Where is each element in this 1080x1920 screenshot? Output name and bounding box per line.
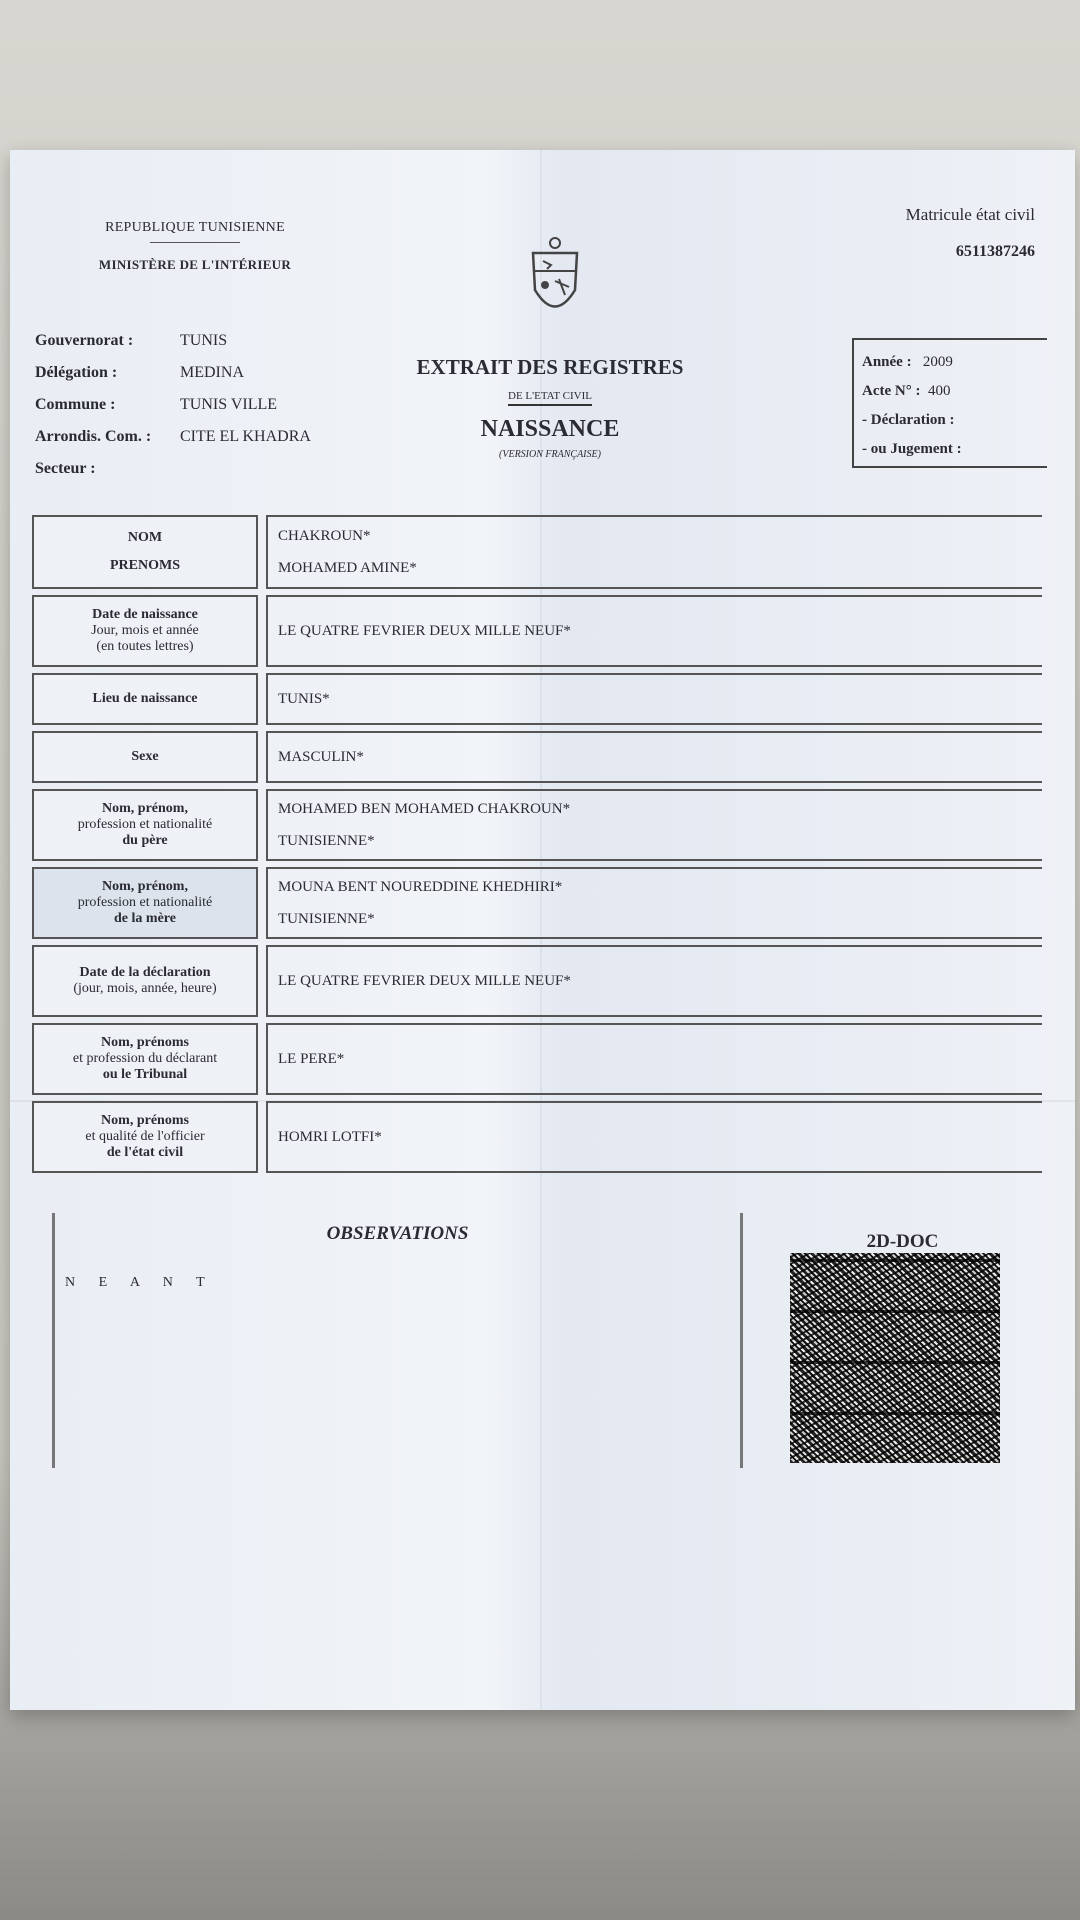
table-row bbox=[32, 945, 1042, 1017]
field-label bbox=[32, 945, 258, 1017]
table-row bbox=[32, 731, 1042, 783]
field-value-line: TUNIS* bbox=[278, 691, 330, 707]
gouvernorat-label: Gouvernorat : bbox=[35, 332, 134, 349]
2d-doc-box bbox=[770, 1213, 1035, 1468]
field-value-line: TUNISIENNE* bbox=[278, 911, 375, 927]
field-value-line: LE QUATRE FEVRIER DEUX MILLE NEUF* bbox=[278, 623, 571, 639]
field-label-line: Lieu de naissance bbox=[92, 691, 198, 706]
field-value bbox=[266, 867, 1042, 939]
declaration-label: - Déclaration : bbox=[862, 412, 955, 428]
certificate-fields-table bbox=[32, 515, 1042, 1179]
annee-value: 2009 bbox=[922, 354, 953, 370]
field-label bbox=[32, 731, 258, 783]
field-value-line: CHAKROUN* bbox=[278, 528, 371, 544]
field-label-line: Nom, prénoms bbox=[101, 1035, 189, 1050]
field-value bbox=[266, 1101, 1042, 1173]
field-label bbox=[32, 789, 258, 861]
table-row bbox=[32, 1023, 1042, 1095]
field-label-line: Nom, prénom, bbox=[102, 879, 188, 894]
table-row bbox=[32, 789, 1042, 861]
observations-value: N E A N T bbox=[65, 1275, 215, 1290]
field-label-line: Jour, mois et année bbox=[91, 623, 199, 638]
field-label-line: ou le Tribunal bbox=[102, 1067, 188, 1082]
field-value-line: MOHAMED AMINE* bbox=[278, 560, 417, 576]
field-value bbox=[266, 515, 1042, 589]
field-value bbox=[266, 673, 1042, 725]
delegation-label: Délégation : bbox=[35, 364, 118, 381]
2d-doc-barcode bbox=[790, 1253, 1000, 1463]
title-line3: NAISSANCE bbox=[480, 416, 620, 442]
field-label-line: du père bbox=[122, 833, 168, 848]
field-label-line: Sexe bbox=[131, 749, 159, 764]
document-title bbox=[400, 355, 700, 460]
field-label bbox=[32, 595, 258, 667]
matricule-value: 6511387246 bbox=[955, 243, 1035, 260]
acte-label: Acte N° : bbox=[862, 383, 921, 399]
table-row bbox=[32, 1101, 1042, 1173]
ministry-label: MINISTÈRE DE L'INTÉRIEUR bbox=[98, 257, 292, 272]
field-value-line: LE QUATRE FEVRIER DEUX MILLE NEUF* bbox=[278, 973, 571, 989]
table-row bbox=[32, 595, 1042, 667]
field-label-line: Nom, prénom, bbox=[102, 801, 188, 816]
field-value-line: LE PERE* bbox=[278, 1051, 345, 1067]
field-label-line: profession et nationalité bbox=[77, 817, 213, 832]
field-label-line: Nom, prénoms bbox=[101, 1113, 189, 1128]
title-line2: DE L'ETAT CIVIL bbox=[508, 390, 592, 406]
secteur-label: Secteur : bbox=[35, 460, 96, 477]
acte-box bbox=[852, 338, 1047, 468]
arrondissement-label: Arrondis. Com. : bbox=[35, 428, 152, 445]
field-label-line: de la mère bbox=[114, 911, 176, 926]
jugement-label: - ou Jugement : bbox=[862, 441, 962, 457]
tunisia-emblem-icon bbox=[525, 235, 585, 325]
field-value-line: HOMRI LOTFI* bbox=[278, 1129, 382, 1145]
field-label bbox=[32, 867, 258, 939]
field-value-line: MOHAMED BEN MOHAMED CHAKROUN* bbox=[278, 801, 571, 817]
field-value bbox=[266, 945, 1042, 1017]
title-line4: (VERSION FRANÇAISE) bbox=[499, 449, 601, 460]
2d-doc-heading: 2D-DOC bbox=[866, 1231, 939, 1252]
field-label-line: profession et nationalité bbox=[77, 895, 213, 910]
field-label-line: (jour, mois, année, heure) bbox=[73, 981, 217, 996]
field-value-line: TUNISIENNE* bbox=[278, 833, 375, 849]
matricule-label: Matricule état civil bbox=[905, 205, 1035, 224]
republic-label: REPUBLIQUE TUNISIENNE bbox=[105, 220, 285, 235]
birth-certificate-sheet bbox=[10, 150, 1075, 1710]
field-value bbox=[266, 595, 1042, 667]
acte-value: 400 bbox=[927, 383, 951, 399]
issuer-header bbox=[70, 220, 320, 273]
field-label-line: et qualité de l'officier bbox=[85, 1129, 205, 1144]
commune-value: TUNIS VILLE bbox=[180, 396, 278, 413]
field-label-line: de l'état civil bbox=[106, 1145, 184, 1160]
field-value bbox=[266, 731, 1042, 783]
gouvernorat-value: TUNIS bbox=[180, 332, 228, 349]
field-label-line: Date de la déclaration bbox=[79, 965, 211, 980]
field-value-line: MASCULIN* bbox=[278, 749, 364, 765]
field-value-line: MOUNA BENT NOUREDDINE KHEDHIRI* bbox=[278, 879, 563, 895]
commune-label: Commune : bbox=[35, 396, 116, 413]
matricule-block bbox=[906, 205, 1035, 261]
table-row bbox=[32, 867, 1042, 939]
observations-box bbox=[52, 1213, 743, 1468]
field-label-line: NOM bbox=[127, 530, 163, 545]
field-label-line: (en toutes lettres) bbox=[96, 639, 194, 654]
field-label bbox=[32, 515, 258, 589]
table-row bbox=[32, 515, 1042, 589]
field-label-line: et profession du déclarant bbox=[72, 1051, 218, 1066]
field-label-line: Date de naissance bbox=[92, 607, 198, 622]
field-value bbox=[266, 1023, 1042, 1095]
annee-label: Année : bbox=[862, 354, 912, 370]
observations-heading: OBSERVATIONS bbox=[326, 1223, 469, 1244]
title-line1: EXTRAIT DES REGISTRES bbox=[416, 355, 684, 379]
delegation-value: MEDINA bbox=[180, 364, 244, 381]
field-value bbox=[266, 789, 1042, 861]
field-label-line: PRENOMS bbox=[110, 558, 180, 573]
arrondissement-value: CITE EL KHADRA bbox=[180, 428, 311, 445]
table-row bbox=[32, 673, 1042, 725]
administrative-info bbox=[35, 325, 311, 485]
field-label bbox=[32, 1023, 258, 1095]
field-label bbox=[32, 1101, 258, 1173]
field-label bbox=[32, 673, 258, 725]
header-rule bbox=[150, 242, 240, 243]
